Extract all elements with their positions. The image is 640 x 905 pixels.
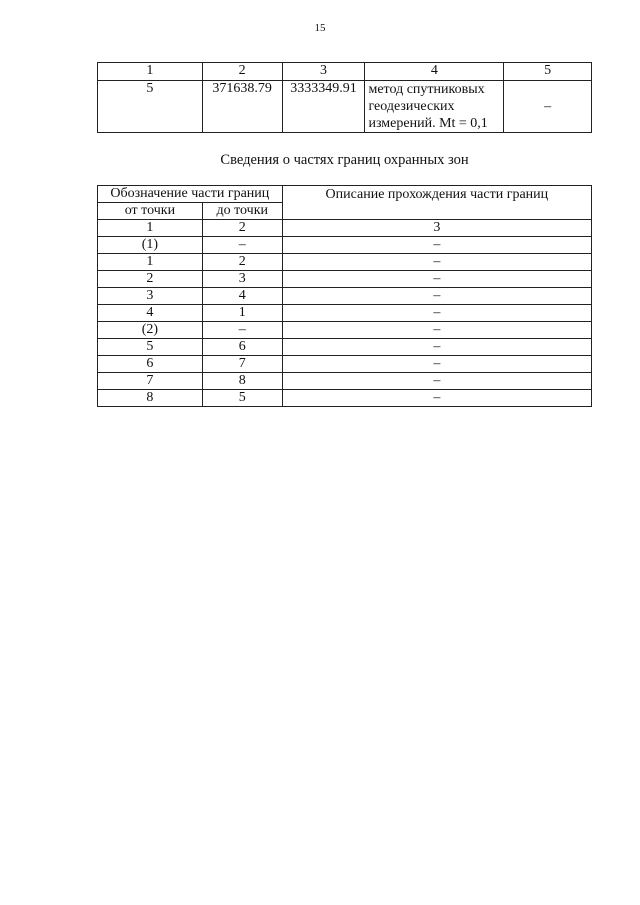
description-cell: – (282, 305, 591, 322)
method-line: измерений. Mt = 0,1 (368, 116, 488, 131)
to-cell: 8 (202, 373, 282, 390)
table-header-row (98, 63, 592, 81)
table-row (98, 339, 592, 356)
table-row (98, 237, 592, 254)
section-title: Сведения о частях границ охранных зон (220, 152, 469, 168)
table-row (98, 254, 592, 271)
column-number-cell: 1 (98, 220, 203, 237)
description-cell: – (282, 271, 591, 288)
to-cell: – (202, 322, 282, 339)
from-cell: 1 (98, 254, 203, 271)
to-cell: 3 (202, 271, 282, 288)
to-cell: 1 (202, 305, 282, 322)
table-row (98, 288, 592, 305)
table-header-row (98, 186, 592, 203)
to-cell: 4 (202, 288, 282, 305)
to-cell: – (202, 237, 282, 254)
header-to-point: до точки (202, 203, 282, 220)
description-cell: – (282, 288, 591, 305)
from-cell: 7 (98, 373, 203, 390)
from-cell: 6 (98, 356, 203, 373)
col5-cell: – (504, 81, 592, 133)
header-boundary-designation: Обозначение части границ (98, 186, 283, 203)
from-cell: (1) (98, 237, 203, 254)
method-line: геодезических (368, 99, 455, 114)
column-number-row (98, 220, 592, 237)
header-cell: 1 (98, 63, 203, 81)
method-line: метод спутниковых (368, 82, 485, 97)
header-cell: 4 (365, 63, 504, 81)
table-row (98, 356, 592, 373)
description-cell: – (282, 322, 591, 339)
to-cell: 5 (202, 390, 282, 407)
page-number: 15 (314, 22, 326, 34)
table-row (98, 81, 592, 133)
description-cell: – (282, 373, 591, 390)
from-cell: 5 (98, 339, 203, 356)
method-cell (365, 81, 504, 133)
to-cell: 7 (202, 356, 282, 373)
description-cell: – (282, 254, 591, 271)
header-cell: 5 (504, 63, 592, 81)
header-from-point: от точки (98, 203, 203, 220)
table-row (98, 390, 592, 407)
from-cell: 2 (98, 271, 203, 288)
from-cell: 4 (98, 305, 203, 322)
table-row (98, 271, 592, 288)
column-number-cell: 3 (282, 220, 591, 237)
column-number-cell: 2 (202, 220, 282, 237)
y-coordinate-cell: 3333349.91 (282, 81, 365, 133)
header-cell: 2 (202, 63, 282, 81)
description-cell: – (282, 339, 591, 356)
to-cell: 2 (202, 254, 282, 271)
point-number-cell: 5 (98, 81, 203, 133)
description-cell: – (282, 356, 591, 373)
table-row (98, 305, 592, 322)
header-cell: 3 (282, 63, 365, 81)
from-cell: 3 (98, 288, 203, 305)
to-cell: 6 (202, 339, 282, 356)
from-cell: (2) (98, 322, 203, 339)
description-cell: – (282, 390, 591, 407)
coordinates-table (97, 62, 592, 133)
boundary-parts-table (97, 185, 592, 407)
table-row (98, 373, 592, 390)
description-cell: – (282, 237, 591, 254)
header-description: Описание прохождения части границ (282, 186, 591, 220)
x-coordinate-cell: 371638.79 (202, 81, 282, 133)
from-cell: 8 (98, 390, 203, 407)
table-row (98, 322, 592, 339)
